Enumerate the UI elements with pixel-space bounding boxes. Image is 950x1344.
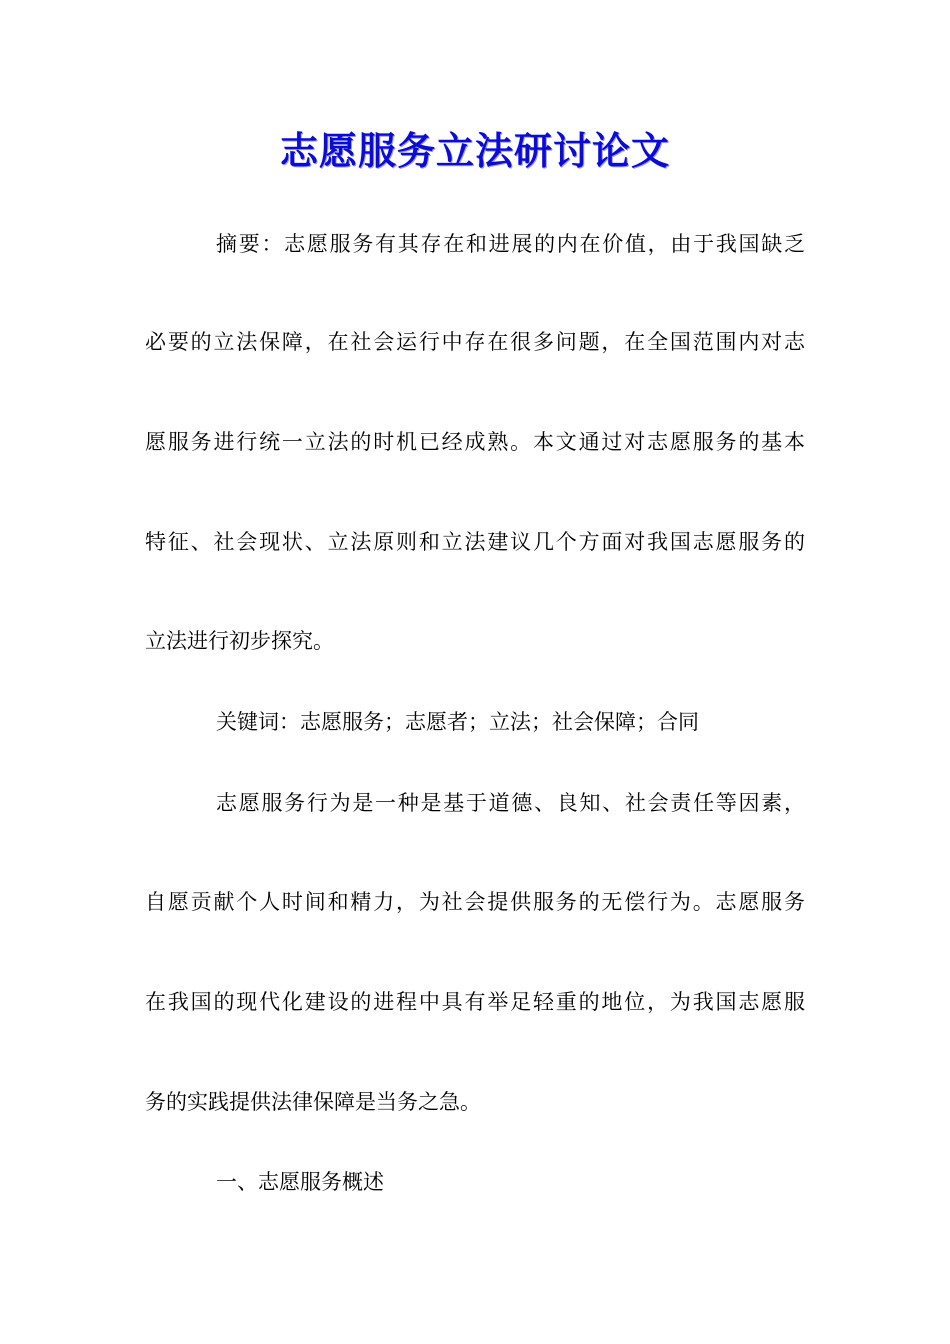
abstract-line-5: 立法进行初步探究。	[145, 629, 334, 653]
abstract-line-2: 必要的立法保障，在社会运行中存在很多问题，在全国范围内对志	[145, 330, 805, 354]
document-title: 志愿服务立法研讨论文	[279, 128, 670, 173]
body-line-3: 在我国的现代化建设的进程中具有举足轻重的地位，为我国志愿服	[145, 990, 805, 1014]
body-line-1: 志愿服务行为是一种是基于道德、良知、社会责任等因素，	[216, 791, 805, 815]
abstract-line-4: 特征、社会现状、立法原则和立法建议几个方面对我国志愿服务的	[145, 530, 805, 554]
body-line-4: 务的实践提供法律保障是当务之急。	[145, 1090, 481, 1114]
section-heading: 一、志愿服务概述	[216, 1170, 384, 1194]
body-line-2: 自愿贡献个人时间和精力，为社会提供服务的无偿行为。志愿服务	[145, 890, 805, 914]
abstract-line-3: 愿服务进行统一立法的时机已经成熟。本文通过对志愿服务的基本	[145, 430, 805, 454]
keywords-line: 关键词：志愿服务；志愿者；立法；社会保障；合同	[216, 710, 699, 734]
abstract-line-1: 摘要：志愿服务有其存在和进展的内在价值，由于我国缺乏	[216, 232, 805, 256]
